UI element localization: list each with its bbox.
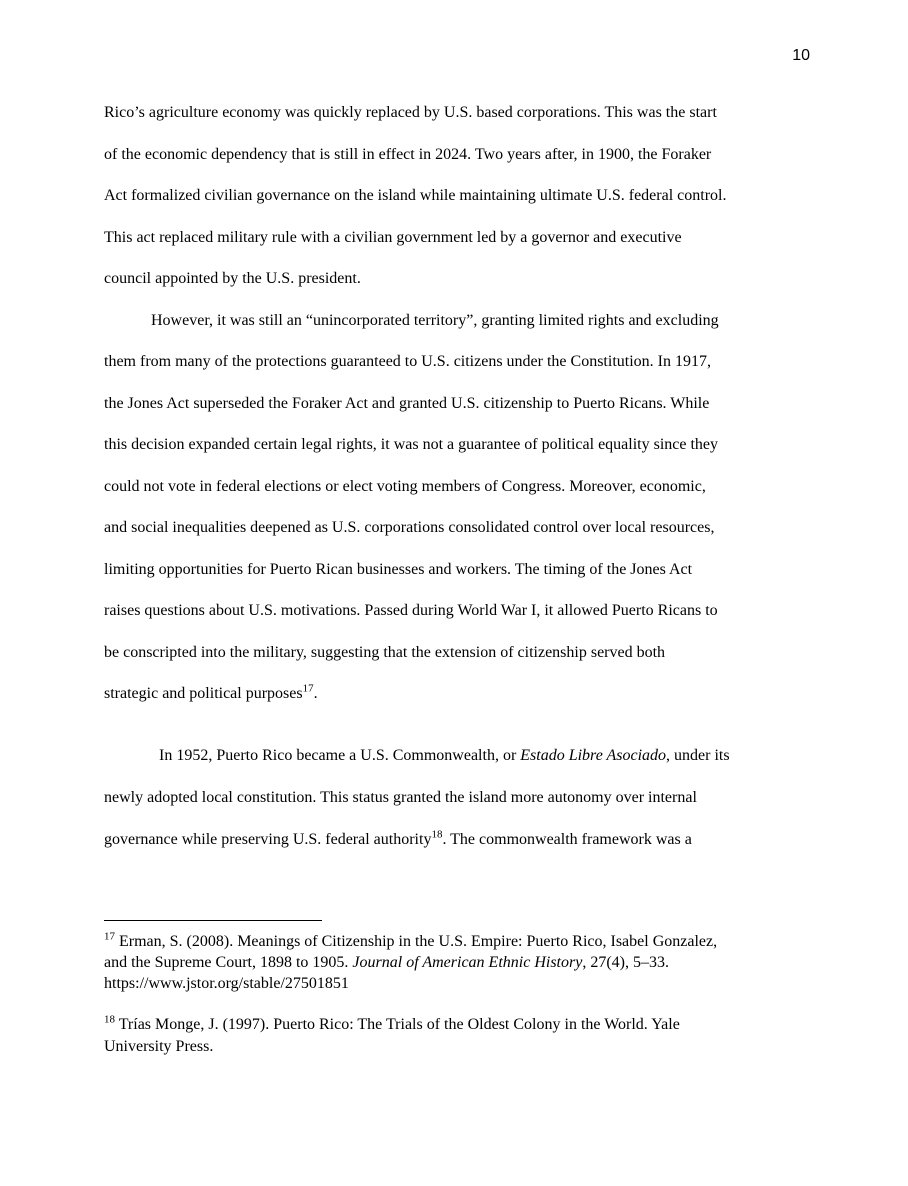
body-line	[104, 684, 318, 704]
body-text-span: . The commonwealth framework was a	[442, 831, 692, 848]
footnote-ref-18[interactable]: 18	[431, 828, 443, 841]
body-line: could not vote in federal elections or elect voting members of Congress. Moreover, economic,	[104, 478, 706, 495]
footnote-marker-18: 18	[104, 1013, 115, 1026]
body-text-span: governance while preserving U.S. federal authority	[104, 831, 432, 848]
body-line: be conscripted into the military, suggesting that the extension of citizenship served both	[104, 644, 666, 661]
body-line: and social inequalities deepened as U.S. corporations consolidated control over local resources,	[104, 519, 715, 536]
body-line: raises questions about U.S. motivations. Passed during World War I, it allowed Puerto Ricans to	[104, 602, 718, 619]
footnote-text: and the Supreme Court, 1898 to 1905.	[104, 954, 353, 971]
footnote-18-line: University Press.	[104, 1038, 214, 1055]
body-text-span: strategic and political purposes	[104, 685, 303, 702]
footnote-17-url[interactable]: https://www.jstor.org/stable/27501851	[104, 975, 349, 992]
body-line: of the economic dependency that is still in effect in 2024. Two years after, in 1900, the Foraker	[104, 146, 712, 163]
body-line: the Jones Act superseded the Foraker Act and granted U.S. citizenship to Puerto Ricans. While	[104, 395, 710, 412]
footnote-text: , 27(4), 5–33.	[582, 954, 669, 971]
body-text-span: .	[313, 685, 318, 702]
body-line	[104, 830, 692, 850]
footnote-marker-17: 17	[104, 930, 115, 943]
body-line: However, it was still an “unincorporated territory”, granting limited rights and excluding	[151, 312, 719, 329]
footnote-17-line	[104, 953, 669, 973]
body-line: Act formalized civilian governance on the island while maintaining ultimate U.S. federal control.	[104, 187, 727, 204]
footnote-ref-17[interactable]: 17	[302, 682, 314, 695]
body-line: This act replaced military rule with a civilian government led by a governor and executive	[104, 229, 682, 246]
body-line: this decision expanded certain legal rights, it was not a guarantee of political equality since they	[104, 436, 719, 453]
footnote-18-line	[104, 1015, 680, 1035]
body-line: them from many of the protections guaranteed to U.S. citizens under the Constitution. In 1917,	[104, 353, 711, 370]
body-line: Rico’s agriculture economy was quickly replaced by U.S. based corporations. This was the start	[104, 104, 717, 121]
journal-title: Journal of American Ethnic History	[352, 954, 583, 971]
body-line: council appointed by the U.S. president.	[104, 270, 361, 287]
footnote-text: Erman, S. (2008). Meanings of Citizenship in the U.S. Empire: Puerto Rico, Isabel Gonzalez,	[115, 933, 718, 950]
footnote-text: Trías Monge, J. (1997). Puerto Rico: The Trials of the Oldest Colony in the World. Yale	[115, 1016, 680, 1033]
italic-term: Estado Libre Asociado	[520, 747, 667, 764]
footnote-17-line	[104, 932, 717, 952]
footnote-separator	[104, 920, 322, 921]
body-text-span: In 1952, Puerto Rico became a U.S. Commonwealth, or	[159, 747, 521, 764]
body-line: limiting opportunities for Puerto Rican businesses and workers. The timing of the Jones Act	[104, 561, 693, 578]
body-text-span: , under its	[666, 747, 730, 764]
page-number: 10	[792, 47, 810, 64]
body-line	[159, 746, 730, 766]
body-line: newly adopted local constitution. This status granted the island more autonomy over internal	[104, 789, 697, 806]
